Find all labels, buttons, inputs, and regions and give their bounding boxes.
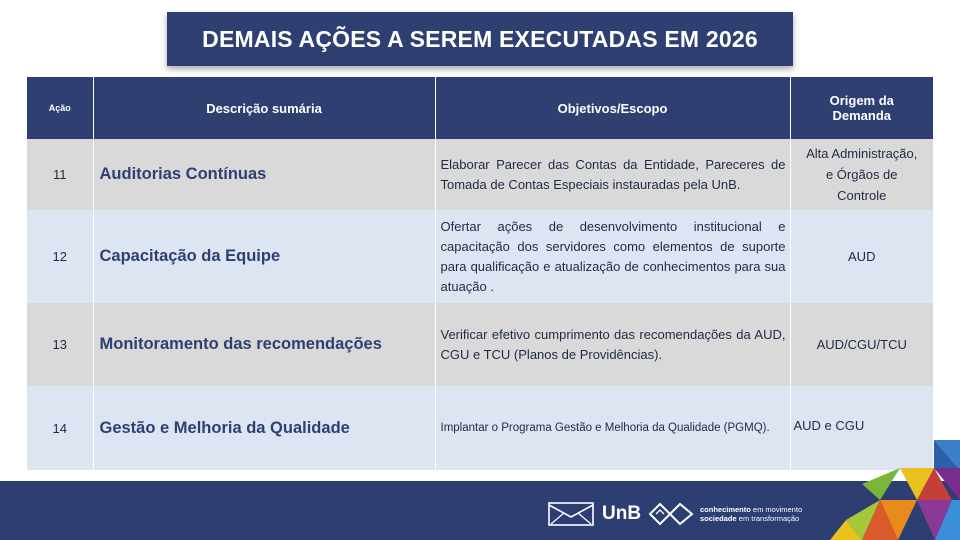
unb-label: UnB [602, 503, 642, 524]
row-descricao: Capacitação da Equipe [93, 210, 435, 303]
header-origem-line2: Demanda [832, 108, 892, 123]
actions-table [27, 77, 933, 470]
header-objetivos: Objetivos/Escopo [435, 77, 790, 139]
table-row [27, 139, 933, 210]
header-origem [790, 77, 933, 139]
row-acao: 13 [27, 303, 93, 386]
row-acao: 14 [27, 386, 93, 470]
header-acao: Ação [27, 77, 93, 139]
row-objetivos: Implantar o Programa Gestão e Melhoria da Qualidade (PGMQ). [435, 386, 790, 470]
row-objetivos: Ofertar ações de desenvolvimento institucional e capacitação dos servidores como elementos de suporte para qualificação e atualização de conhecimentos para sua atuação . [435, 210, 790, 303]
table-row [27, 386, 933, 470]
row-objetivos: Verificar efetivo cumprimento das recomendações da AUD, CGU e TCU (Planos de Providências). [435, 303, 790, 386]
header-origem-line1: Origem da [829, 93, 894, 108]
row-origem [790, 139, 933, 210]
unb-logo [548, 502, 641, 526]
row-objetivos: Elaborar Parecer das Contas da Entidade, Pareceres de Tomada de Contas Especiais instauradas pela UnB. [435, 139, 790, 210]
row-acao: 11 [27, 139, 93, 210]
slogan-line1: conhecimento em movimento [700, 505, 803, 514]
row-descricao: Auditorias Contínuas [93, 139, 435, 210]
movement-slogan [700, 505, 802, 523]
row-descricao: Monitoramento das recomendações [93, 303, 435, 386]
row-acao: 12 [27, 210, 93, 303]
movement-logo [648, 500, 802, 528]
unb-envelope-logo-icon [548, 502, 594, 526]
page-title: DEMAIS AÇÕES A SEREM EXECUTADAS EM 2026 [202, 25, 758, 52]
row-origem: AUD e CGU [793, 417, 865, 433]
row-origem-line3: Controle [837, 188, 887, 203]
row-origem-line1: Alta Administração, [806, 146, 918, 161]
page-title-box [167, 12, 793, 66]
footer-bar [0, 481, 960, 540]
row-descricao: Gestão e Melhoria da Qualidade [93, 386, 435, 470]
table-header-row [27, 77, 933, 139]
movement-wave-logo-icon [648, 500, 694, 528]
row-origem: AUD/CGU/TCU [816, 337, 907, 352]
table-row [27, 210, 933, 303]
header-descricao: Descrição sumária [93, 77, 435, 139]
table-row [27, 303, 933, 386]
row-origem-line2: e Órgãos de [825, 167, 898, 182]
slogan-line2: sociedade em transformação [700, 514, 800, 523]
row-origem: AUD [848, 249, 876, 264]
